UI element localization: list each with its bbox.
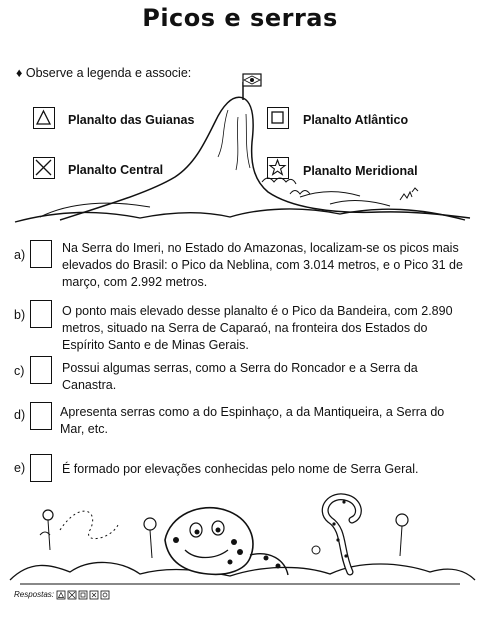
question-letter: a) (14, 248, 26, 262)
legend-label-meridional: Planalto Meridional (303, 164, 418, 178)
animals-illustration (0, 480, 480, 588)
snake-illustration (325, 497, 358, 572)
jaguar-illustration (165, 508, 288, 575)
answer-box-b[interactable] (30, 300, 52, 328)
answers-label: Respostas: (14, 590, 55, 600)
question-text-d: Apresenta serras como a do Espinhaço, a da Mantiqueira, a Serra do Mar, etc. (60, 405, 445, 436)
x-mark-icon (33, 157, 55, 179)
answers-footer (14, 590, 116, 600)
question-letter: b) (14, 308, 26, 322)
legend-label-guianas: Planalto das Guianas (68, 113, 195, 127)
question-letter: d) (14, 408, 26, 422)
question-letter: c) (14, 364, 25, 378)
mountain-illustration (0, 72, 480, 232)
question-text-c: Possui algumas serras, como a Serra do Roncador e a Serra da Canastra. (62, 361, 418, 392)
answer-box-a[interactable] (30, 240, 52, 268)
answer-box-c[interactable] (30, 356, 52, 384)
answer-box-e[interactable] (30, 454, 52, 482)
square-icon (267, 107, 289, 129)
flag-icon (243, 74, 261, 100)
triangle-icon (33, 107, 55, 129)
page-title: Picos e serras (142, 4, 338, 32)
answer-box-d[interactable] (30, 402, 52, 430)
star-icon (267, 157, 289, 179)
instruction-text: Observe a legenda e associe: (25, 66, 192, 80)
question-letter: e) (14, 461, 26, 475)
legend-label-atlantico: Planalto Atlântico (303, 113, 409, 127)
bullet-icon: ♦ (16, 66, 26, 80)
answer-key-icon (56, 590, 116, 600)
legend-label-central: Planalto Central (68, 163, 164, 177)
question-text-a: Na Serra do Imeri, no Estado do Amazonas, localizam-se os picos mais elevados do Brasil: o Pico da Neblina, com 3.014 metros, e o Pico 31 de março, com 2.992 metros. (62, 241, 463, 289)
question-text-b: O ponto mais elevado desse planalto é o Pico da Bandeira, com 2.890 metros, situado na Serra de Caparaó, na fronteira dos Estados do Espírito Santo e de Minas Gerais. (62, 304, 453, 352)
question-text-e: É formado por elevações conhecidas pelo nome de Serra Geral. (62, 462, 419, 476)
